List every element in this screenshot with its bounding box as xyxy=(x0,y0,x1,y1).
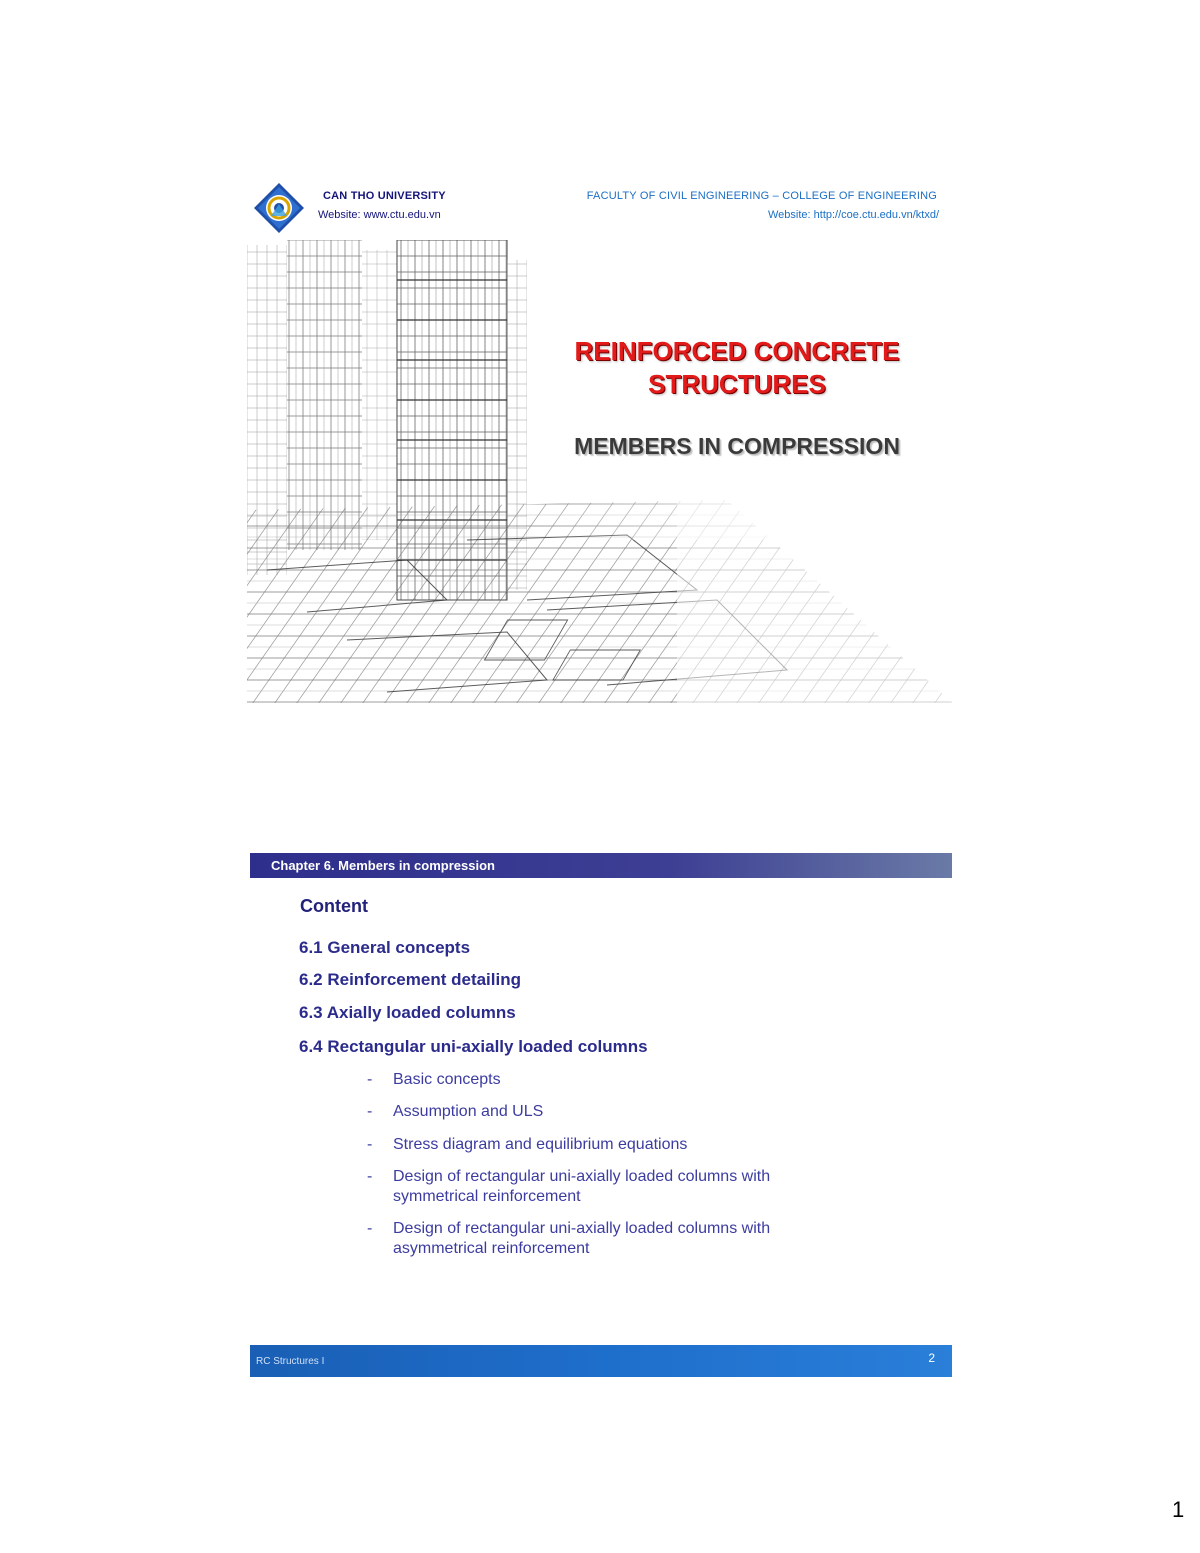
main-title-line2: STRUCTURES xyxy=(648,369,826,399)
page-number: 1 xyxy=(1172,1497,1185,1522)
subitem-text: Stress diagram and equilibrium equations xyxy=(393,1136,688,1153)
bullet-dash: - xyxy=(367,1136,373,1153)
bullet-dash: - xyxy=(367,1071,373,1088)
content-item-6-3: 6.3 Axially loaded columns xyxy=(299,1003,516,1022)
faculty-name: FACULTY OF CIVIL ENGINEERING – COLLEGE OF ENGINEERING xyxy=(586,190,937,202)
building-blueprint-image xyxy=(247,240,953,703)
content-item-6-1: 6.1 General concepts xyxy=(299,938,471,957)
subitem-text: Basic concepts xyxy=(393,1071,501,1088)
slide-footer-bar xyxy=(250,1345,952,1377)
bullet-dash: - xyxy=(367,1103,373,1120)
content-item-6-2: 6.2 Reinforcement detailing xyxy=(299,970,521,989)
faculty-website: Website: http://coe.ctu.edu.vn/ktxd/ xyxy=(768,209,939,221)
content-heading: Content xyxy=(300,896,368,916)
main-title-line1: REINFORCED CONCRETE xyxy=(574,336,900,366)
content-item-6-4: 6.4 Rectangular uni-axially loaded columns xyxy=(299,1037,648,1056)
university-name: CAN THO UNIVERSITY xyxy=(323,190,446,202)
footer-course-label: RC Structures I xyxy=(256,1356,325,1367)
slide-subtitle: MEMBERS IN COMPRESSION xyxy=(574,433,900,459)
chapter-title: Chapter 6. Members in compression xyxy=(271,858,495,873)
main-title xyxy=(537,335,937,401)
university-website: Website: www.ctu.edu.vn xyxy=(318,209,441,221)
university-logo-icon xyxy=(253,182,305,234)
slide-number: 2 xyxy=(928,1351,935,1365)
subitem-text: Design of rectangular uni-axially loaded columns with symmetrical reinforcement xyxy=(393,1168,771,1205)
subitem-text: Assumption and ULS xyxy=(393,1103,544,1120)
subitem-text: Design of rectangular uni-axially loaded columns with asymmetrical reinforcement xyxy=(393,1220,771,1257)
bullet-dash: - xyxy=(367,1220,373,1237)
bullet-dash: - xyxy=(367,1168,373,1185)
chapter-header-bar xyxy=(250,853,952,878)
content-slide xyxy=(250,853,952,1377)
title-slide xyxy=(247,175,953,703)
